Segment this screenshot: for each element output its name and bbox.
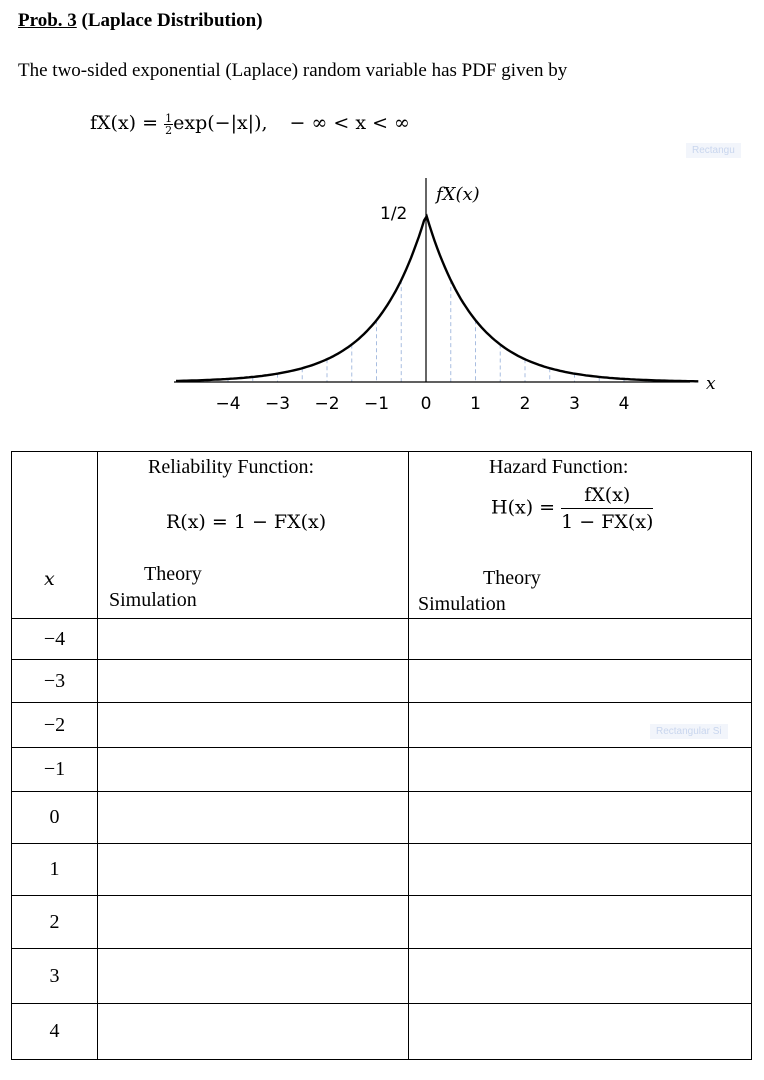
reliability-cell[interactable] xyxy=(98,949,409,1004)
reliability-cell[interactable] xyxy=(98,792,409,844)
reliability-cell[interactable] xyxy=(98,703,409,748)
formula-lhs: fX(x) = xyxy=(90,112,165,134)
pdf-formula xyxy=(90,112,410,136)
hazard-cell[interactable] xyxy=(409,619,752,660)
reliability-simulation: Simulation xyxy=(109,589,197,611)
x-value: 1 xyxy=(49,858,60,880)
reliability-cell[interactable] xyxy=(98,748,409,792)
problem-subtitle: (Laplace Distribution) xyxy=(81,10,263,31)
watermark-2: Rectangular Si xyxy=(650,724,728,739)
reliability-title: Reliability Function: xyxy=(148,456,315,478)
hazard-simulation: Simulation xyxy=(418,593,506,615)
hazard-cell[interactable] xyxy=(409,844,752,896)
hazard-cell[interactable] xyxy=(409,949,752,1004)
reliability-cell[interactable] xyxy=(98,619,409,660)
x-value-cell xyxy=(12,660,98,703)
x-value: 3 xyxy=(49,964,60,987)
y-axis-label: fX(x) xyxy=(436,184,480,205)
x-value-cell xyxy=(12,844,98,896)
problem-number: Prob. 3 xyxy=(18,10,77,31)
reliability-header-cell xyxy=(98,452,409,619)
x-value-cell xyxy=(12,792,98,844)
results-table xyxy=(11,451,752,1060)
x-header-cell xyxy=(12,452,98,619)
reliability-cell[interactable] xyxy=(98,844,409,896)
x-tick-label: −2 xyxy=(314,394,340,414)
header-row xyxy=(12,452,752,619)
x-axis-label: x xyxy=(706,374,716,394)
table-row xyxy=(12,619,752,660)
table-row xyxy=(12,660,752,703)
hazard-cell[interactable] xyxy=(409,896,752,949)
hazard-cell[interactable] xyxy=(409,660,752,703)
peak-label: 1/2 xyxy=(380,204,408,224)
table-row xyxy=(12,844,752,896)
table-row xyxy=(12,896,752,949)
intro-text: The two-sided exponential (Laplace) random variable has PDF given by xyxy=(18,60,568,81)
x-tick-label: 1 xyxy=(470,394,481,414)
reliability-cell[interactable] xyxy=(98,896,409,949)
problem-title xyxy=(18,10,263,32)
hazard-theory: Theory xyxy=(483,567,541,589)
x-tick-label: −4 xyxy=(215,394,241,414)
table-row xyxy=(12,1004,752,1060)
hazard-title: Hazard Function: xyxy=(489,456,629,478)
x-value-cell xyxy=(12,949,98,1004)
x-value-cell xyxy=(12,619,98,660)
formula-range: − ∞ < x < ∞ xyxy=(289,112,410,134)
x-value-cell xyxy=(12,1004,98,1060)
hazard-cell[interactable] xyxy=(409,1004,752,1060)
laplace-pdf-chart xyxy=(0,160,764,420)
table-row xyxy=(12,949,752,1004)
x-tick-label: 3 xyxy=(569,394,580,414)
reliability-cell[interactable] xyxy=(98,660,409,703)
formula-rhs: exp(−|x|), xyxy=(173,112,268,134)
x-header: x xyxy=(44,568,55,590)
x-tick-label: 2 xyxy=(519,394,531,414)
x-value: 2 xyxy=(49,910,60,933)
hazard-formula xyxy=(491,482,653,535)
formula-frac-den: 2 xyxy=(165,123,173,137)
table-body xyxy=(12,619,752,1060)
hazard-header-cell xyxy=(409,452,752,619)
formula-frac-num: 1 xyxy=(165,111,173,125)
table-row xyxy=(12,792,752,844)
x-value: 0 xyxy=(49,806,60,828)
hazard-lhs: H(x) = xyxy=(491,496,556,519)
hazard-fraction xyxy=(561,482,653,535)
hazard-denominator: 1 − FX(x) xyxy=(561,511,654,533)
reliability-theory: Theory xyxy=(144,563,202,585)
hazard-cell[interactable] xyxy=(409,792,752,844)
table-row xyxy=(12,748,752,792)
x-tick-label: −1 xyxy=(363,394,390,414)
watermark-1: Rectangu xyxy=(686,143,741,158)
hazard-cell[interactable] xyxy=(409,748,752,792)
x-value: −1 xyxy=(43,758,66,780)
table-row xyxy=(12,703,752,748)
x-tick-labels xyxy=(215,394,629,414)
x-value-cell xyxy=(12,896,98,949)
x-tick-label: 0 xyxy=(420,394,432,414)
reliability-cell[interactable] xyxy=(98,1004,409,1060)
x-value: −4 xyxy=(43,627,66,650)
x-value: −2 xyxy=(43,713,66,736)
pdf-curve xyxy=(176,216,698,381)
x-value-cell xyxy=(12,748,98,792)
x-value: −3 xyxy=(43,669,66,692)
x-tick-label: 4 xyxy=(618,394,630,414)
reliability-formula: R(x) = 1 − FX(x) xyxy=(166,511,327,533)
x-value-cell xyxy=(12,703,98,748)
hazard-numerator: fX(x) xyxy=(561,482,653,509)
formula-fraction xyxy=(164,113,173,136)
x-tick-label: −3 xyxy=(264,394,291,414)
x-value: 4 xyxy=(49,1020,60,1042)
